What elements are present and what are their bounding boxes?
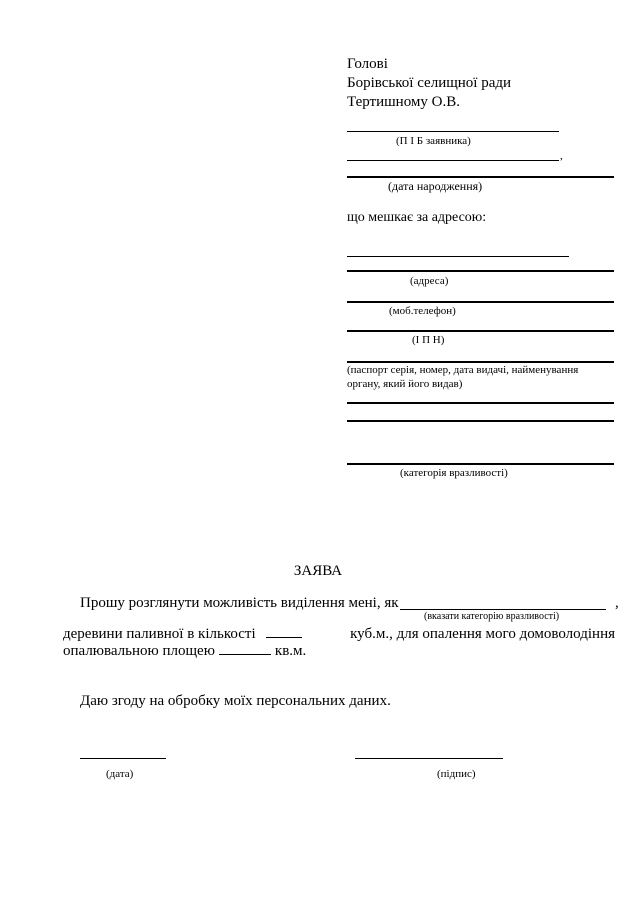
firewood-text: деревини паливної в кількості bbox=[63, 626, 256, 642]
residence-label: що мешкає за адресою: bbox=[347, 210, 487, 225]
statement-line-2 bbox=[63, 625, 615, 643]
ipn-line[interactable] bbox=[347, 330, 614, 332]
birth-date-line[interactable] bbox=[347, 176, 614, 178]
quantity-fill[interactable] bbox=[266, 625, 302, 638]
consent-text: Даю згоду на обробку моїх персональних даних. bbox=[80, 693, 391, 709]
pib-line[interactable] bbox=[347, 131, 559, 132]
statement-title: ЗАЯВА bbox=[293, 563, 343, 579]
signature-line[interactable] bbox=[355, 758, 503, 759]
category-fill-line[interactable] bbox=[400, 609, 606, 610]
area-unit: кв.м. bbox=[274, 643, 307, 659]
pib-line-2[interactable] bbox=[347, 160, 559, 161]
statement-request: Прошу розглянути можливість виділення мені, як bbox=[80, 595, 399, 611]
passport-label-1: (паспорт серія, номер, дата видачі, найменування bbox=[347, 364, 579, 376]
address-label: (адреса) bbox=[410, 275, 449, 287]
passport-line[interactable] bbox=[347, 361, 614, 363]
date-label: (дата) bbox=[106, 768, 134, 780]
signature-label: (підпис) bbox=[437, 768, 476, 780]
passport-label-2: органу, який його видав) bbox=[347, 378, 463, 390]
birth-date-label: (дата народження) bbox=[388, 179, 483, 193]
area-fill[interactable] bbox=[219, 642, 271, 655]
ipn-label: (І П Н) bbox=[412, 334, 445, 346]
phone-label: (моб.телефон) bbox=[389, 305, 456, 317]
category-hint: (вказати категорію вразливості) bbox=[424, 611, 560, 622]
pib-comma: , bbox=[560, 150, 563, 162]
passport-line-2[interactable] bbox=[347, 402, 614, 404]
statement-line-3 bbox=[63, 642, 306, 660]
phone-line[interactable] bbox=[347, 301, 614, 303]
date-line[interactable] bbox=[80, 758, 166, 759]
addressee-title: Голові bbox=[347, 56, 388, 72]
category-label: (категорія вразливості) bbox=[400, 467, 508, 479]
heating-text: куб.м., для опалення мого домоволодіння bbox=[350, 626, 615, 642]
statement-comma: , bbox=[615, 595, 619, 611]
address-line-2[interactable] bbox=[347, 270, 614, 272]
area-text: опалювальною площею bbox=[63, 643, 215, 659]
addressee-council: Борівської селищної ради bbox=[347, 75, 512, 91]
addressee-name: Тертишному О.В. bbox=[347, 94, 461, 110]
pib-label: (П І Б заявника) bbox=[396, 135, 471, 147]
address-line-1[interactable] bbox=[347, 256, 569, 257]
passport-line-3[interactable] bbox=[347, 420, 614, 422]
category-line[interactable] bbox=[347, 463, 614, 465]
